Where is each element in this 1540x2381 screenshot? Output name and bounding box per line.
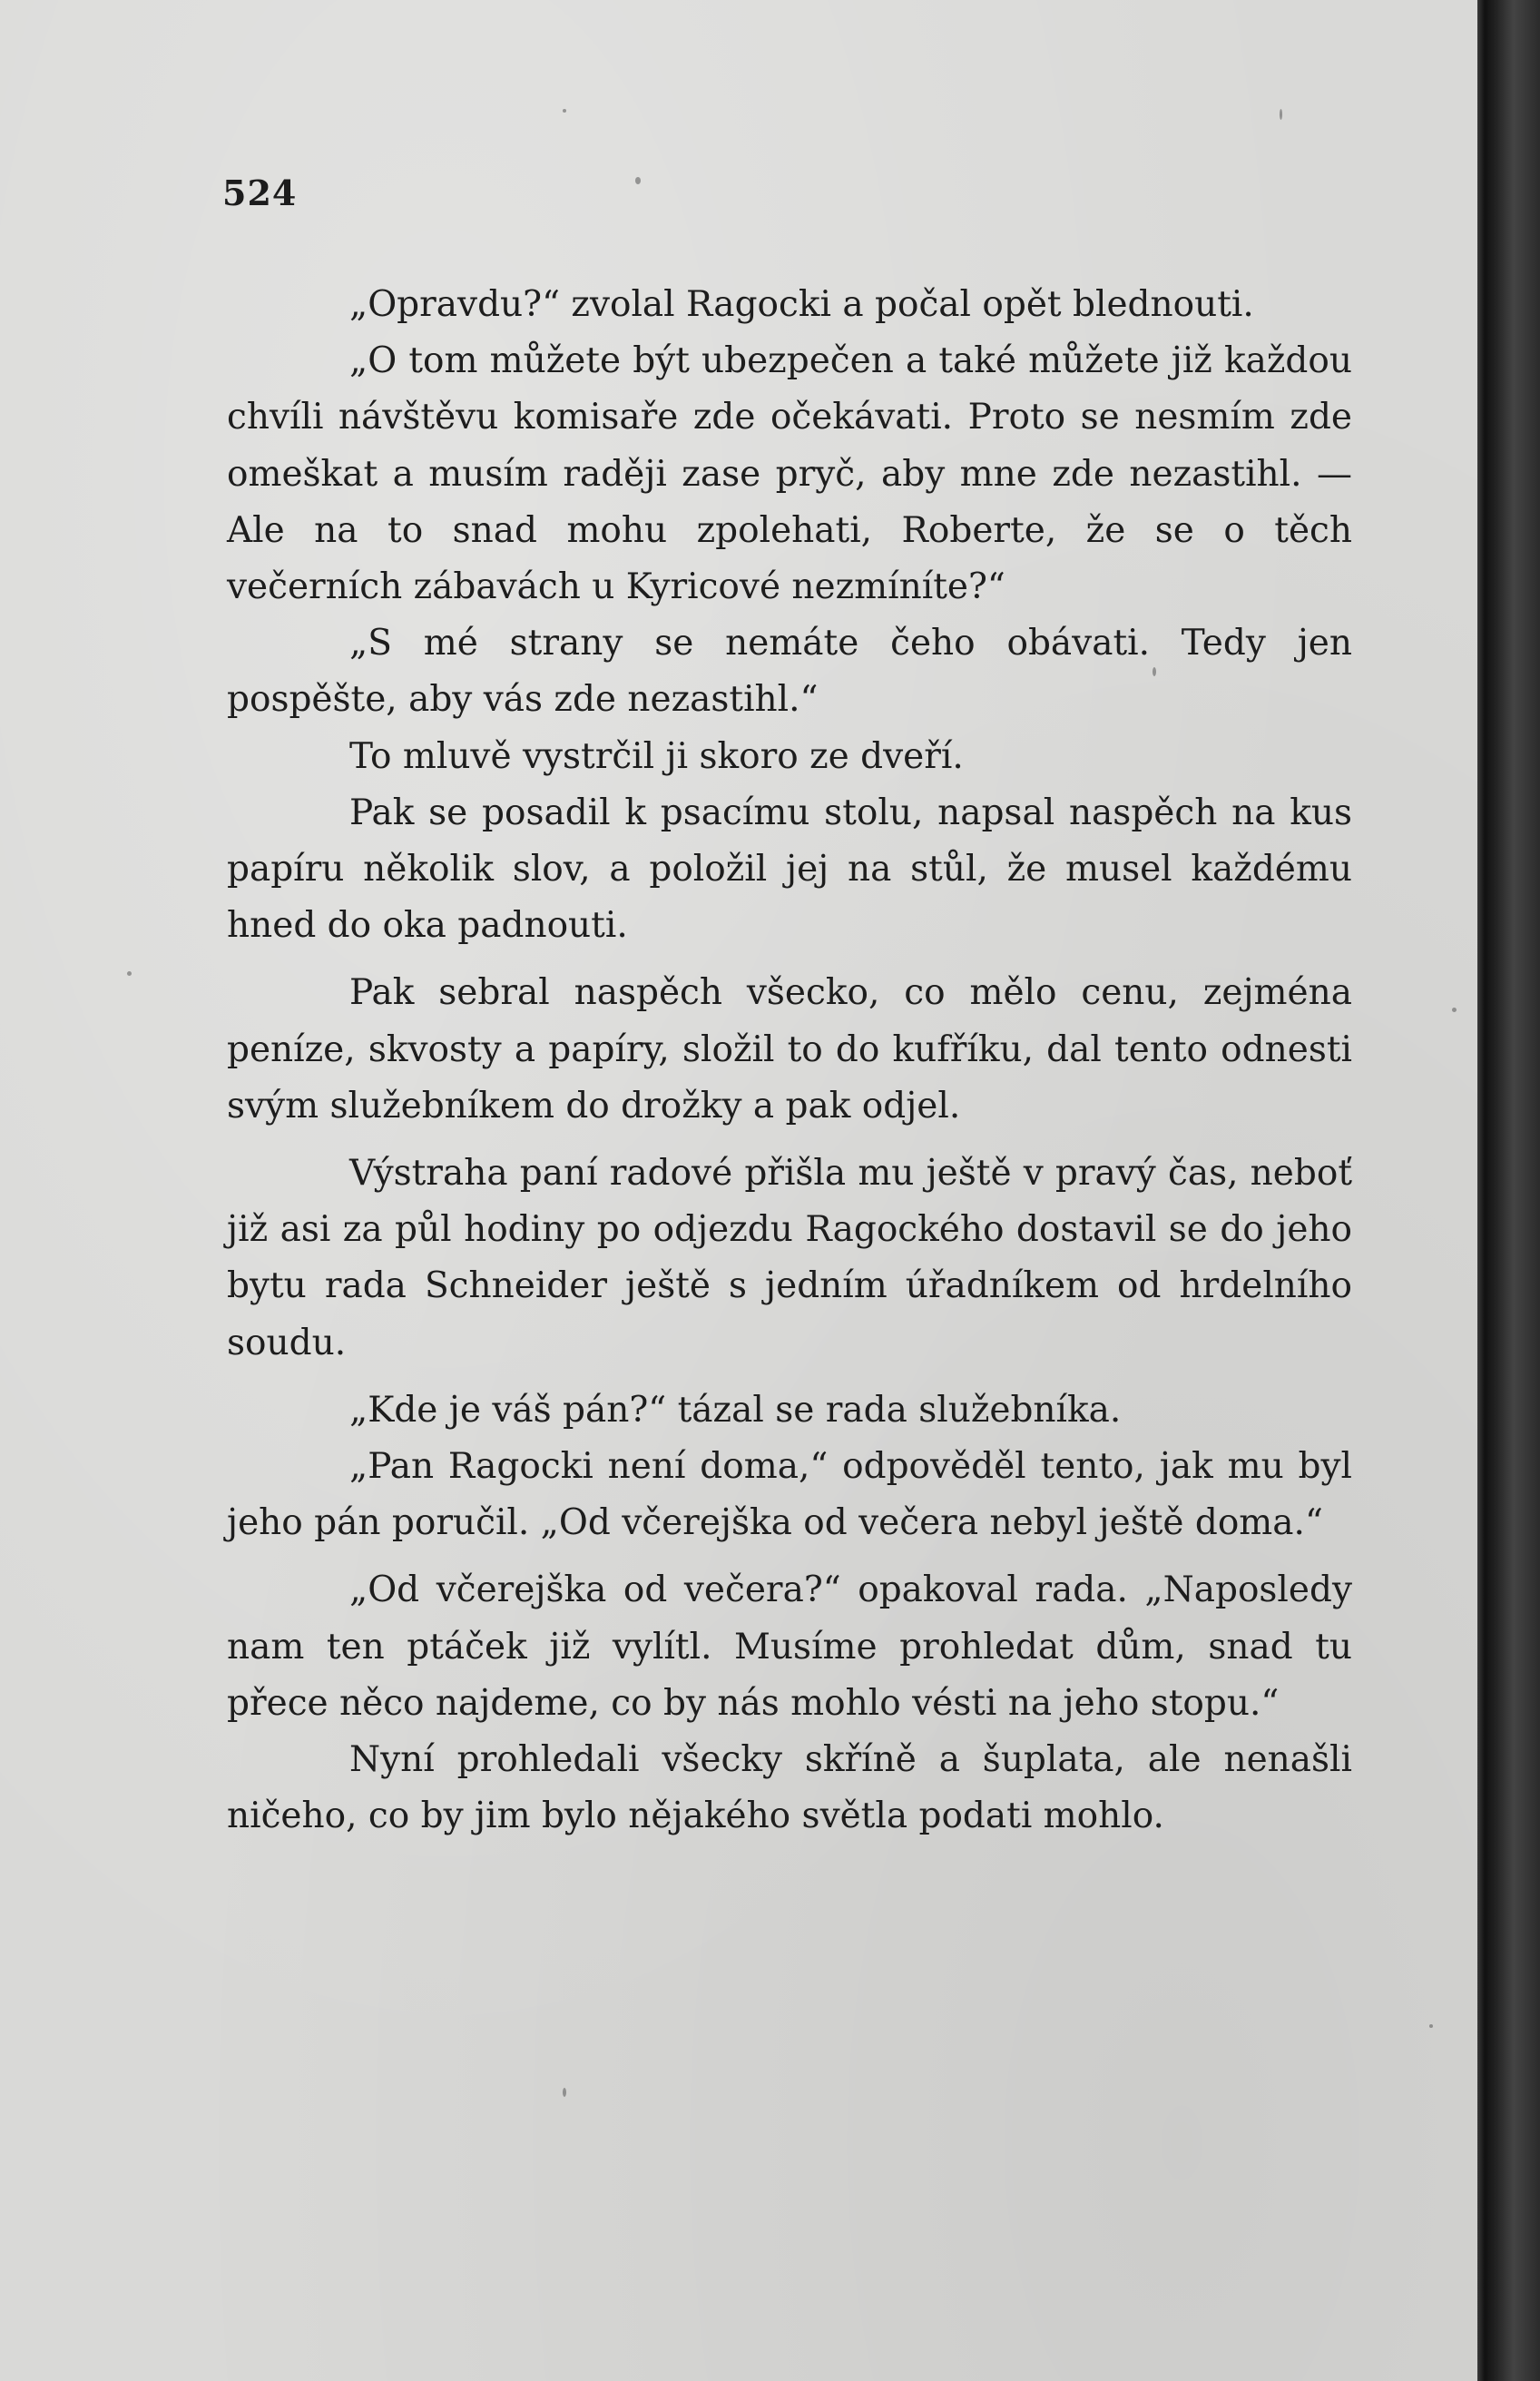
scan-edge-shadow bbox=[1477, 0, 1540, 2381]
speck bbox=[1280, 109, 1282, 120]
paragraph: „S mé strany se nemáte čeho obávati. Tedy jen pospěšte, aby vás zde nezastihl.“ bbox=[227, 623, 1352, 721]
paragraph: „Kde je váš pán?“ tázal se rada služebníka. bbox=[349, 1389, 1122, 1431]
paragraph: Pak sebral naspěch všecko, co mělo cenu, zejména peníze, skvosty a papíry, složil to do kufříku, dal tento odnesti svým služebníkem do drožky a pak odjel. bbox=[227, 972, 1352, 1127]
paragraph: To mluvě vystrčil ji skoro ze dveří. bbox=[349, 735, 964, 777]
paragraph: „Opravdu?“ zvolal Ragocki a počal opět blednouti. bbox=[349, 284, 1254, 325]
speck bbox=[563, 2088, 566, 2097]
paragraph: „Od včerejška od večera?“ opakoval rada. „Naposledy nam ten ptáček již vylítl. Musíme prohledat dům, snad tu přece něco najdeme, co by nás mohlo vésti na jeho stopu.“ bbox=[227, 1569, 1352, 1724]
speck bbox=[1429, 2024, 1433, 2028]
speck bbox=[563, 109, 566, 113]
paragraph: Pak se posadil k psacímu stolu, napsal naspěch na kus papíru několik slov, a položil jej na stůl, že musel každému hned do oka padnouti. bbox=[227, 792, 1352, 947]
body-text bbox=[227, 277, 1352, 1845]
page-number: 524 bbox=[222, 172, 298, 213]
speck bbox=[127, 971, 132, 976]
paragraph: Výstraha paní radové přišla mu ještě v pravý čas, neboť již asi za půl hodiny po odjezdu Ragockého dostavil se do jeho bytu rada Schneider ještě s jedním úřadníkem od hrdelního soudu. bbox=[227, 1153, 1352, 1363]
speck bbox=[1452, 1008, 1457, 1012]
paragraph: Nyní prohledali všecky skříně a šuplata, ale nenašli ničeho, co by jim bylo nějakého světla podati mohlo. bbox=[227, 1739, 1352, 1837]
paragraph: „Pan Ragocki není doma,“ odpověděl tento, jak mu byl jeho pán poručil. „Od včerejška od večera nebyl ještě doma.“ bbox=[227, 1446, 1352, 1544]
speck bbox=[635, 177, 641, 184]
paragraph: „O tom můžete být ubezpečen a také můžete již každou chvíli návštěvu komisaře zde očekávati. Proto se nesmím zde omeškat a musím raději zase pryč, aby mne zde nezastihl. — Ale na to snad mohu zpolehati, Roberte, že se o těch večerních zábavách u Kyricové nezmíníte?“ bbox=[227, 340, 1352, 608]
